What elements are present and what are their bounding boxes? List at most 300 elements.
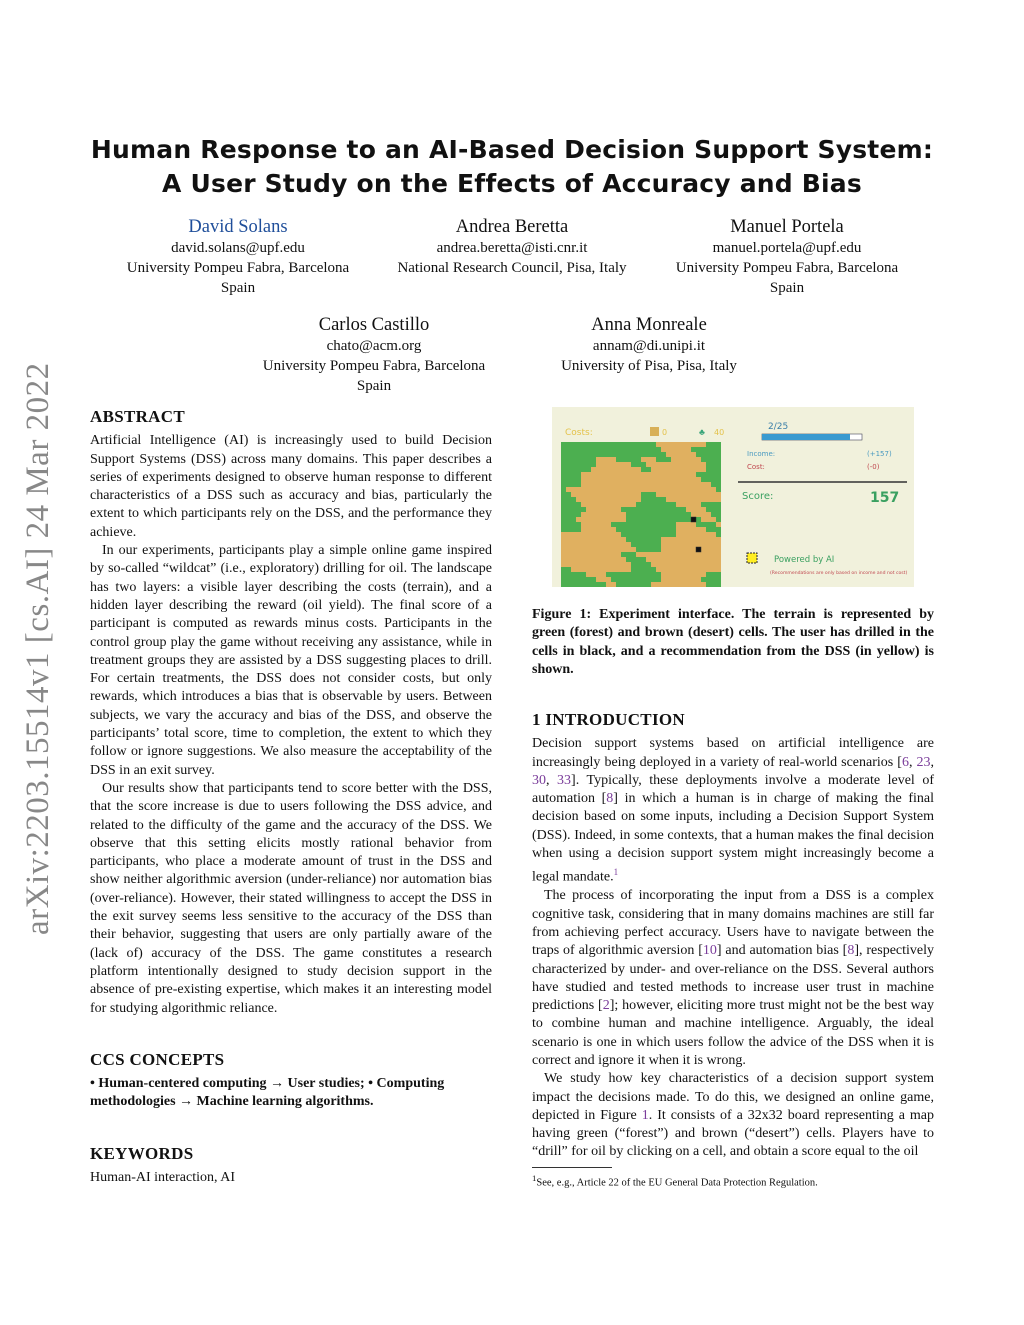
desert-cell[interactable]	[691, 532, 696, 537]
forest-cell[interactable]	[566, 517, 571, 522]
forest-cell[interactable]	[596, 442, 601, 447]
forest-cell[interactable]	[591, 582, 596, 587]
desert-cell[interactable]	[671, 447, 676, 452]
forest-cell[interactable]	[571, 502, 576, 507]
desert-cell[interactable]	[681, 442, 686, 447]
desert-cell[interactable]	[666, 552, 671, 557]
forest-cell[interactable]	[656, 537, 661, 542]
desert-cell[interactable]	[681, 532, 686, 537]
forest-cell[interactable]	[646, 527, 651, 532]
desert-cell[interactable]	[716, 497, 721, 502]
desert-cell[interactable]	[666, 497, 671, 502]
forest-cell[interactable]	[571, 577, 576, 582]
desert-cell[interactable]	[581, 477, 586, 482]
desert-cell[interactable]	[711, 537, 716, 542]
desert-cell[interactable]	[566, 537, 571, 542]
desert-cell[interactable]	[676, 502, 681, 507]
forest-cell[interactable]	[631, 582, 636, 587]
forest-cell[interactable]	[656, 527, 661, 532]
desert-cell[interactable]	[646, 457, 651, 462]
forest-cell[interactable]	[566, 522, 571, 527]
desert-cell[interactable]	[641, 552, 646, 557]
desert-cell[interactable]	[706, 547, 711, 552]
desert-cell[interactable]	[606, 522, 611, 527]
forest-cell[interactable]	[636, 447, 641, 452]
forest-cell[interactable]	[591, 447, 596, 452]
desert-cell[interactable]	[686, 507, 691, 512]
drilled-cell[interactable]	[691, 517, 696, 522]
forest-cell[interactable]	[561, 492, 566, 497]
desert-cell[interactable]	[606, 497, 611, 502]
forest-cell[interactable]	[696, 517, 701, 522]
forest-cell[interactable]	[676, 507, 681, 512]
forest-cell[interactable]	[716, 467, 721, 472]
desert-cell[interactable]	[581, 527, 586, 532]
forest-cell[interactable]	[566, 462, 571, 467]
desert-cell[interactable]	[661, 552, 666, 557]
forest-cell[interactable]	[641, 512, 646, 517]
forest-cell[interactable]	[561, 512, 566, 517]
forest-cell[interactable]	[591, 457, 596, 462]
forest-cell[interactable]	[626, 452, 631, 457]
forest-cell[interactable]	[586, 452, 591, 457]
desert-cell[interactable]	[581, 557, 586, 562]
desert-cell[interactable]	[636, 472, 641, 477]
forest-cell[interactable]	[706, 582, 711, 587]
forest-cell[interactable]	[591, 462, 596, 467]
desert-cell[interactable]	[676, 462, 681, 467]
forest-cell[interactable]	[711, 572, 716, 577]
desert-cell[interactable]	[566, 487, 571, 492]
desert-cell[interactable]	[611, 472, 616, 477]
desert-cell[interactable]	[621, 537, 626, 542]
forest-cell[interactable]	[661, 452, 666, 457]
desert-cell[interactable]	[651, 557, 656, 562]
forest-cell[interactable]	[646, 532, 651, 537]
forest-cell[interactable]	[616, 527, 621, 532]
desert-cell[interactable]	[576, 497, 581, 502]
forest-cell[interactable]	[651, 547, 656, 552]
desert-cell[interactable]	[576, 557, 581, 562]
forest-cell[interactable]	[716, 442, 721, 447]
desert-cell[interactable]	[691, 542, 696, 547]
desert-cell[interactable]	[611, 487, 616, 492]
desert-cell[interactable]	[571, 552, 576, 557]
desert-cell[interactable]	[696, 482, 701, 487]
desert-cell[interactable]	[586, 502, 591, 507]
desert-cell[interactable]	[621, 502, 626, 507]
forest-cell[interactable]	[631, 577, 636, 582]
desert-cell[interactable]	[596, 497, 601, 502]
forest-cell[interactable]	[566, 452, 571, 457]
forest-cell[interactable]	[616, 447, 621, 452]
desert-cell[interactable]	[616, 552, 621, 557]
forest-cell[interactable]	[716, 512, 721, 517]
desert-cell[interactable]	[616, 497, 621, 502]
desert-cell[interactable]	[606, 582, 611, 587]
forest-cell[interactable]	[626, 527, 631, 532]
forest-cell[interactable]	[636, 522, 641, 527]
forest-cell[interactable]	[711, 577, 716, 582]
forest-cell[interactable]	[706, 457, 711, 462]
desert-cell[interactable]	[666, 492, 671, 497]
desert-cell[interactable]	[711, 497, 716, 502]
desert-cell[interactable]	[661, 467, 666, 472]
desert-cell[interactable]	[601, 537, 606, 542]
desert-cell[interactable]	[591, 567, 596, 572]
desert-cell[interactable]	[676, 467, 681, 472]
desert-cell[interactable]	[601, 492, 606, 497]
desert-cell[interactable]	[691, 527, 696, 532]
forest-cell[interactable]	[576, 472, 581, 477]
desert-cell[interactable]	[631, 472, 636, 477]
desert-cell[interactable]	[636, 467, 641, 472]
desert-cell[interactable]	[596, 507, 601, 512]
forest-cell[interactable]	[611, 577, 616, 582]
desert-cell[interactable]	[686, 577, 691, 582]
forest-cell[interactable]	[636, 452, 641, 457]
desert-cell[interactable]	[691, 512, 696, 517]
desert-cell[interactable]	[581, 542, 586, 547]
forest-cell[interactable]	[701, 457, 706, 462]
desert-cell[interactable]	[706, 492, 711, 497]
forest-cell[interactable]	[631, 442, 636, 447]
forest-cell[interactable]	[666, 527, 671, 532]
forest-cell[interactable]	[631, 557, 636, 562]
desert-cell[interactable]	[681, 472, 686, 477]
forest-cell[interactable]	[631, 532, 636, 537]
forest-cell[interactable]	[656, 497, 661, 502]
forest-cell[interactable]	[561, 447, 566, 452]
forest-cell[interactable]	[651, 577, 656, 582]
forest-cell[interactable]	[656, 517, 661, 522]
forest-cell[interactable]	[581, 577, 586, 582]
forest-cell[interactable]	[651, 497, 656, 502]
forest-cell[interactable]	[651, 512, 656, 517]
desert-cell[interactable]	[676, 582, 681, 587]
forest-cell[interactable]	[706, 522, 711, 527]
forest-cell[interactable]	[646, 522, 651, 527]
forest-cell[interactable]	[571, 517, 576, 522]
forest-cell[interactable]	[651, 507, 656, 512]
desert-cell[interactable]	[651, 477, 656, 482]
forest-cell[interactable]	[701, 522, 706, 527]
desert-cell[interactable]	[621, 462, 626, 467]
forest-cell[interactable]	[706, 477, 711, 482]
forest-cell[interactable]	[651, 502, 656, 507]
forest-cell[interactable]	[661, 527, 666, 532]
forest-cell[interactable]	[636, 442, 641, 447]
forest-cell[interactable]	[641, 537, 646, 542]
forest-cell[interactable]	[561, 457, 566, 462]
desert-cell[interactable]	[601, 457, 606, 462]
forest-cell[interactable]	[561, 472, 566, 477]
desert-cell[interactable]	[636, 487, 641, 492]
forest-cell[interactable]	[571, 572, 576, 577]
desert-cell[interactable]	[666, 452, 671, 457]
forest-cell[interactable]	[676, 512, 681, 517]
desert-cell[interactable]	[591, 532, 596, 537]
desert-cell[interactable]	[676, 452, 681, 457]
desert-cell[interactable]	[626, 502, 631, 507]
forest-cell[interactable]	[716, 472, 721, 477]
desert-cell[interactable]	[621, 542, 626, 547]
desert-cell[interactable]	[596, 522, 601, 527]
desert-cell[interactable]	[661, 492, 666, 497]
desert-cell[interactable]	[581, 472, 586, 477]
forest-cell[interactable]	[581, 572, 586, 577]
drilled-cell[interactable]	[696, 547, 701, 552]
desert-cell[interactable]	[586, 472, 591, 477]
desert-cell[interactable]	[676, 552, 681, 557]
desert-cell[interactable]	[686, 547, 691, 552]
forest-cell[interactable]	[646, 502, 651, 507]
desert-cell[interactable]	[606, 527, 611, 532]
forest-cell[interactable]	[626, 522, 631, 527]
forest-cell[interactable]	[636, 457, 641, 462]
desert-cell[interactable]	[596, 467, 601, 472]
forest-cell[interactable]	[561, 482, 566, 487]
forest-cell[interactable]	[576, 467, 581, 472]
forest-cell[interactable]	[631, 562, 636, 567]
forest-cell[interactable]	[561, 582, 566, 587]
forest-cell[interactable]	[586, 447, 591, 452]
desert-cell[interactable]	[606, 507, 611, 512]
desert-cell[interactable]	[661, 482, 666, 487]
desert-cell[interactable]	[601, 517, 606, 522]
forest-cell[interactable]	[661, 522, 666, 527]
desert-cell[interactable]	[561, 532, 566, 537]
forest-cell[interactable]	[716, 507, 721, 512]
forest-cell[interactable]	[646, 452, 651, 457]
desert-cell[interactable]	[701, 572, 706, 577]
forest-cell[interactable]	[576, 482, 581, 487]
desert-cell[interactable]	[676, 492, 681, 497]
forest-cell[interactable]	[581, 467, 586, 472]
desert-cell[interactable]	[576, 492, 581, 497]
forest-cell[interactable]	[566, 457, 571, 462]
desert-cell[interactable]	[701, 562, 706, 567]
forest-cell[interactable]	[706, 527, 711, 532]
desert-cell[interactable]	[696, 542, 701, 547]
desert-cell[interactable]	[691, 562, 696, 567]
desert-cell[interactable]	[666, 547, 671, 552]
desert-cell[interactable]	[681, 457, 686, 462]
desert-cell[interactable]	[631, 502, 636, 507]
forest-cell[interactable]	[651, 452, 656, 457]
forest-cell[interactable]	[576, 502, 581, 507]
forest-cell[interactable]	[671, 502, 676, 507]
forest-cell[interactable]	[711, 457, 716, 462]
forest-cell[interactable]	[641, 507, 646, 512]
desert-cell[interactable]	[681, 572, 686, 577]
desert-cell[interactable]	[676, 442, 681, 447]
desert-cell[interactable]	[656, 472, 661, 477]
desert-cell[interactable]	[656, 552, 661, 557]
forest-cell[interactable]	[706, 472, 711, 477]
desert-cell[interactable]	[596, 527, 601, 532]
forest-cell[interactable]	[621, 552, 626, 557]
desert-cell[interactable]	[711, 552, 716, 557]
desert-cell[interactable]	[691, 487, 696, 492]
desert-cell[interactable]	[616, 477, 621, 482]
forest-cell[interactable]	[646, 512, 651, 517]
forest-cell[interactable]	[706, 442, 711, 447]
forest-cell[interactable]	[711, 482, 716, 487]
desert-cell[interactable]	[646, 472, 651, 477]
forest-cell[interactable]	[621, 582, 626, 587]
forest-cell[interactable]	[711, 442, 716, 447]
desert-cell[interactable]	[701, 492, 706, 497]
forest-cell[interactable]	[666, 512, 671, 517]
forest-cell[interactable]	[711, 522, 716, 527]
desert-cell[interactable]	[621, 547, 626, 552]
forest-cell[interactable]	[651, 447, 656, 452]
desert-cell[interactable]	[611, 567, 616, 572]
forest-cell[interactable]	[596, 447, 601, 452]
desert-cell[interactable]	[581, 567, 586, 572]
desert-cell[interactable]	[581, 547, 586, 552]
desert-cell[interactable]	[606, 512, 611, 517]
desert-cell[interactable]	[581, 537, 586, 542]
desert-cell[interactable]	[596, 542, 601, 547]
forest-cell[interactable]	[581, 442, 586, 447]
forest-cell[interactable]	[646, 572, 651, 577]
desert-cell[interactable]	[611, 552, 616, 557]
forest-cell[interactable]	[706, 462, 711, 467]
forest-cell[interactable]	[641, 547, 646, 552]
desert-cell[interactable]	[676, 542, 681, 547]
desert-cell[interactable]	[601, 577, 606, 582]
desert-cell[interactable]	[681, 557, 686, 562]
desert-cell[interactable]	[591, 472, 596, 477]
desert-cell[interactable]	[666, 572, 671, 577]
forest-cell[interactable]	[636, 537, 641, 542]
desert-cell[interactable]	[681, 492, 686, 497]
desert-cell[interactable]	[701, 527, 706, 532]
forest-cell[interactable]	[616, 572, 621, 577]
desert-cell[interactable]	[616, 502, 621, 507]
desert-cell[interactable]	[581, 497, 586, 502]
desert-cell[interactable]	[661, 537, 666, 542]
forest-cell[interactable]	[711, 477, 716, 482]
desert-cell[interactable]	[671, 567, 676, 572]
desert-cell[interactable]	[601, 467, 606, 472]
forest-cell[interactable]	[571, 582, 576, 587]
forest-cell[interactable]	[631, 567, 636, 572]
desert-cell[interactable]	[686, 487, 691, 492]
desert-cell[interactable]	[676, 447, 681, 452]
forest-cell[interactable]	[631, 572, 636, 577]
desert-cell[interactable]	[701, 567, 706, 572]
desert-cell[interactable]	[631, 497, 636, 502]
forest-cell[interactable]	[671, 532, 676, 537]
desert-cell[interactable]	[571, 542, 576, 547]
forest-cell[interactable]	[636, 567, 641, 572]
desert-cell[interactable]	[566, 552, 571, 557]
desert-cell[interactable]	[676, 547, 681, 552]
forest-cell[interactable]	[661, 497, 666, 502]
desert-cell[interactable]	[681, 582, 686, 587]
forest-cell[interactable]	[596, 452, 601, 457]
desert-cell[interactable]	[581, 517, 586, 522]
forest-cell[interactable]	[566, 582, 571, 587]
forest-cell[interactable]	[576, 522, 581, 527]
desert-cell[interactable]	[606, 492, 611, 497]
forest-cell[interactable]	[621, 442, 626, 447]
forest-cell[interactable]	[681, 512, 686, 517]
forest-cell[interactable]	[566, 512, 571, 517]
desert-cell[interactable]	[701, 552, 706, 557]
footnote-mark[interactable]: 1	[613, 867, 619, 878]
desert-cell[interactable]	[686, 537, 691, 542]
forest-cell[interactable]	[636, 577, 641, 582]
desert-cell[interactable]	[606, 557, 611, 562]
desert-cell[interactable]	[591, 507, 596, 512]
forest-cell[interactable]	[626, 532, 631, 537]
desert-cell[interactable]	[616, 542, 621, 547]
desert-cell[interactable]	[691, 452, 696, 457]
forest-cell[interactable]	[656, 547, 661, 552]
desert-cell[interactable]	[611, 457, 616, 462]
desert-cell[interactable]	[681, 447, 686, 452]
forest-cell[interactable]	[571, 442, 576, 447]
desert-cell[interactable]	[621, 512, 626, 517]
desert-cell[interactable]	[656, 557, 661, 562]
desert-cell[interactable]	[616, 492, 621, 497]
desert-cell[interactable]	[691, 582, 696, 587]
desert-cell[interactable]	[701, 537, 706, 542]
desert-cell[interactable]	[691, 572, 696, 577]
desert-cell[interactable]	[586, 552, 591, 557]
desert-cell[interactable]	[586, 547, 591, 552]
desert-cell[interactable]	[656, 467, 661, 472]
forest-cell[interactable]	[696, 522, 701, 527]
desert-cell[interactable]	[701, 542, 706, 547]
forest-cell[interactable]	[661, 512, 666, 517]
desert-cell[interactable]	[686, 557, 691, 562]
forest-cell[interactable]	[566, 527, 571, 532]
desert-cell[interactable]	[711, 567, 716, 572]
desert-cell[interactable]	[671, 547, 676, 552]
desert-cell[interactable]	[606, 477, 611, 482]
forest-cell[interactable]	[641, 582, 646, 587]
forest-cell[interactable]	[576, 462, 581, 467]
desert-cell[interactable]	[676, 472, 681, 477]
forest-cell[interactable]	[571, 477, 576, 482]
desert-cell[interactable]	[706, 497, 711, 502]
forest-cell[interactable]	[581, 582, 586, 587]
desert-cell[interactable]	[651, 482, 656, 487]
desert-cell[interactable]	[626, 462, 631, 467]
desert-cell[interactable]	[581, 487, 586, 492]
forest-cell[interactable]	[591, 452, 596, 457]
forest-cell[interactable]	[641, 567, 646, 572]
desert-cell[interactable]	[586, 477, 591, 482]
desert-cell[interactable]	[691, 457, 696, 462]
forest-cell[interactable]	[581, 457, 586, 462]
forest-cell[interactable]	[641, 572, 646, 577]
desert-cell[interactable]	[686, 447, 691, 452]
desert-cell[interactable]	[581, 552, 586, 557]
forest-cell[interactable]	[631, 517, 636, 522]
desert-cell[interactable]	[676, 572, 681, 577]
desert-cell[interactable]	[681, 502, 686, 507]
desert-cell[interactable]	[711, 562, 716, 567]
desert-cell[interactable]	[601, 502, 606, 507]
desert-cell[interactable]	[681, 537, 686, 542]
forest-cell[interactable]	[631, 537, 636, 542]
